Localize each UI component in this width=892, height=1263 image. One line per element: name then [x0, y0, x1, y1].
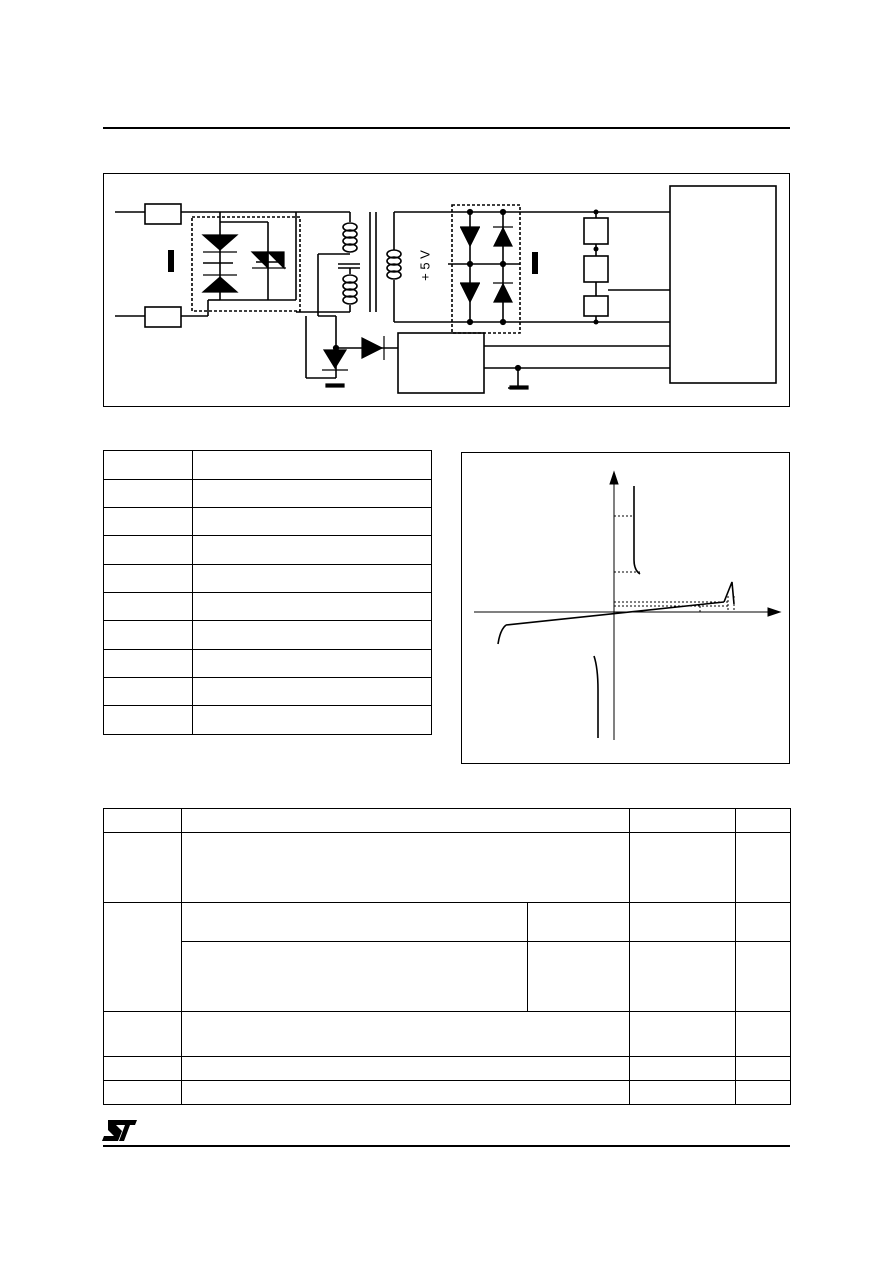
footer-rule [103, 1145, 790, 1147]
voltage-label: + 5 V [417, 250, 433, 281]
